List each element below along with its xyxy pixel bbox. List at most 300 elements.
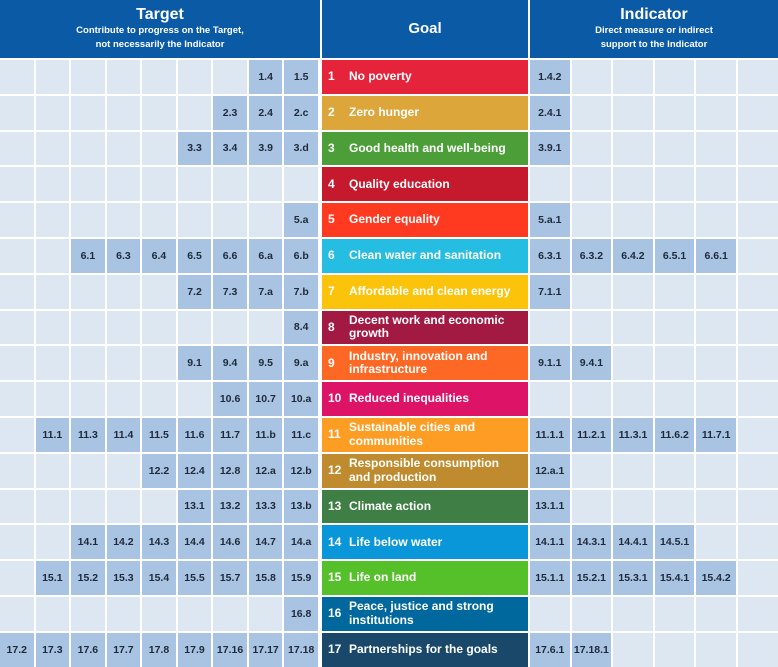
target-cell: 17.2 (0, 633, 34, 667)
target-cell: 5.a (284, 203, 318, 237)
indicator-cell: 2.4.1 (530, 96, 570, 130)
empty-target-cell (36, 490, 70, 524)
empty-indicator-cell (613, 167, 653, 201)
empty-target-cell (249, 203, 283, 237)
empty-indicator-cell (572, 275, 612, 309)
empty-target-cell (0, 132, 34, 166)
empty-indicator-cell (696, 525, 736, 559)
goal-cell (322, 311, 528, 345)
target-cell: 6.5 (178, 239, 212, 273)
indicator-cell: 11.2.1 (572, 418, 612, 452)
empty-indicator-cell (696, 275, 736, 309)
empty-indicator-cell (655, 633, 695, 667)
empty-indicator-cell (572, 454, 612, 488)
target-cell: 11.3 (71, 418, 105, 452)
goal-cell (322, 490, 528, 524)
target-title: Target (136, 6, 184, 23)
empty-indicator-cell (613, 454, 653, 488)
empty-target-cell (36, 454, 70, 488)
empty-indicator-cell (738, 203, 778, 237)
goal-name: Good health and well-being (349, 140, 506, 155)
empty-indicator-cell (738, 490, 778, 524)
empty-target-cell (0, 490, 34, 524)
target-cell: 15.1 (36, 561, 70, 595)
goal-number: 4 (328, 176, 335, 191)
empty-target-cell (249, 597, 283, 631)
goal-name: Gender equality (349, 212, 440, 227)
target-cell: 2.c (284, 96, 318, 130)
indicator-cell: 13.1.1 (530, 490, 570, 524)
empty-indicator-cell (613, 275, 653, 309)
empty-target-cell (71, 132, 105, 166)
target-cell: 15.9 (284, 561, 318, 595)
indicator-cell: 15.4.1 (655, 561, 695, 595)
goal-cell (322, 96, 528, 130)
goal-cell (322, 275, 528, 309)
empty-target-cell (142, 167, 176, 201)
indicator-cell: 15.4.2 (696, 561, 736, 595)
empty-target-cell (71, 167, 105, 201)
goal-number: 14 (328, 534, 342, 549)
empty-target-cell (0, 275, 34, 309)
goal-cell (322, 132, 528, 166)
target-subtitle-line1: Contribute to progress on the Target, (76, 25, 244, 36)
empty-target-cell (0, 96, 34, 130)
target-cell: 14.4 (178, 525, 212, 559)
empty-target-cell (36, 203, 70, 237)
indicator-cell: 11.7.1 (696, 418, 736, 452)
empty-target-cell (0, 239, 34, 273)
target-cell: 11.b (249, 418, 283, 452)
empty-target-cell (0, 167, 34, 201)
goal-name: Clean water and sanitation (349, 248, 502, 263)
goal-number: 12 (328, 462, 342, 477)
target-cell: 9.a (284, 346, 318, 380)
empty-target-cell (249, 311, 283, 345)
empty-indicator-cell (655, 490, 695, 524)
target-cell: 11.5 (142, 418, 176, 452)
target-cell: 17.3 (36, 633, 70, 667)
indicator-cell: 11.1.1 (530, 418, 570, 452)
target-cell: 14.3 (142, 525, 176, 559)
target-cell: 11.1 (36, 418, 70, 452)
goal-name: Reduced inequalities (349, 391, 470, 406)
empty-indicator-cell (655, 132, 695, 166)
indicator-cell: 3.9.1 (530, 132, 570, 166)
target-cell: 15.8 (249, 561, 283, 595)
indicator-cell: 6.6.1 (696, 239, 736, 273)
empty-indicator-cell (655, 311, 695, 345)
empty-target-cell (107, 167, 141, 201)
target-cell: 17.8 (142, 633, 176, 667)
target-header (0, 0, 320, 58)
indicator-cell: 9.4.1 (572, 346, 612, 380)
empty-target-cell (107, 454, 141, 488)
empty-target-cell (71, 382, 105, 416)
empty-target-cell (36, 382, 70, 416)
goal-name: Life below water (349, 534, 443, 549)
goal-name: No poverty (349, 69, 412, 84)
indicator-cell: 14.4.1 (613, 525, 653, 559)
empty-target-cell (213, 60, 247, 94)
empty-target-cell (71, 203, 105, 237)
target-cell: 15.4 (142, 561, 176, 595)
goal-name: Affordable and clean energy (349, 283, 511, 298)
target-subtitle-line2: not necessarily the Indicator (95, 39, 225, 50)
indicator-cell: 14.1.1 (530, 525, 570, 559)
empty-indicator-cell (696, 454, 736, 488)
empty-indicator-cell (738, 60, 778, 94)
empty-indicator-cell (696, 203, 736, 237)
target-cell: 1.4 (249, 60, 283, 94)
indicator-cell: 15.1.1 (530, 561, 570, 595)
indicator-cell: 17.18.1 (572, 633, 612, 667)
empty-indicator-cell (738, 346, 778, 380)
goal-title: Goal (408, 20, 442, 37)
indicator-cell: 14.3.1 (572, 525, 612, 559)
goal-header (322, 0, 528, 58)
empty-target-cell (36, 525, 70, 559)
empty-indicator-cell (738, 525, 778, 559)
target-cell: 3.d (284, 132, 318, 166)
empty-target-cell (36, 311, 70, 345)
indicator-subtitle-line2: support to the Indicator (600, 39, 708, 50)
goal-number: 2 (328, 104, 335, 119)
empty-indicator-cell (696, 311, 736, 345)
empty-target-cell (142, 490, 176, 524)
empty-target-cell (0, 418, 34, 452)
target-cell: 16.8 (284, 597, 318, 631)
goal-number: 6 (328, 248, 335, 263)
goal-name: Sustainable cities and communities (349, 420, 476, 448)
empty-target-cell (36, 60, 70, 94)
goal-cell (322, 60, 528, 94)
target-cell: 14.7 (249, 525, 283, 559)
target-cell: 8.4 (284, 311, 318, 345)
target-cell: 13.b (284, 490, 318, 524)
empty-target-cell (0, 60, 34, 94)
indicator-cell: 1.4.2 (530, 60, 570, 94)
empty-target-cell (36, 346, 70, 380)
empty-target-cell (107, 382, 141, 416)
empty-indicator-cell (655, 346, 695, 380)
indicator-cell: 6.3.2 (572, 239, 612, 273)
target-cell: 3.9 (249, 132, 283, 166)
target-cell: 10.6 (213, 382, 247, 416)
indicator-subtitle-line1: Direct measure or indirect (595, 25, 713, 36)
empty-target-cell (107, 132, 141, 166)
target-cell: 10.7 (249, 382, 283, 416)
empty-indicator-cell (572, 203, 612, 237)
target-cell: 15.5 (178, 561, 212, 595)
goal-number: 7 (328, 283, 335, 298)
target-cell: 9.1 (178, 346, 212, 380)
target-cell: 6.a (249, 239, 283, 273)
indicator-cell: 11.6.2 (655, 418, 695, 452)
goal-cell (322, 561, 528, 595)
goal-number: 15 (328, 570, 342, 585)
empty-indicator-cell (572, 167, 612, 201)
indicator-cell: 15.3.1 (613, 561, 653, 595)
indicator-cell: 9.1.1 (530, 346, 570, 380)
target-cell: 9.4 (213, 346, 247, 380)
empty-target-cell (71, 60, 105, 94)
empty-target-cell (107, 275, 141, 309)
empty-target-cell (142, 203, 176, 237)
empty-target-cell (36, 275, 70, 309)
goal-name: Zero hunger (349, 104, 420, 119)
target-cell: 17.17 (249, 633, 283, 667)
empty-indicator-cell (738, 132, 778, 166)
goal-cell (322, 418, 528, 452)
empty-target-cell (36, 167, 70, 201)
goal-number: 8 (328, 319, 335, 334)
empty-target-cell (36, 132, 70, 166)
empty-indicator-cell (530, 311, 570, 345)
empty-target-cell (178, 382, 212, 416)
indicator-cell: 7.1.1 (530, 275, 570, 309)
target-cell: 12.b (284, 454, 318, 488)
goal-cell (322, 382, 528, 416)
empty-target-cell (284, 167, 318, 201)
target-cell: 11.c (284, 418, 318, 452)
empty-target-cell (71, 490, 105, 524)
target-cell: 13.1 (178, 490, 212, 524)
empty-target-cell (36, 597, 70, 631)
target-cell: 12.2 (142, 454, 176, 488)
goal-name: Quality education (349, 176, 450, 191)
empty-target-cell (107, 346, 141, 380)
goal-cell (322, 633, 528, 667)
empty-target-cell (178, 96, 212, 130)
target-cell: 14.6 (213, 525, 247, 559)
goal-name: Industry, innovation and infrastructure (349, 348, 488, 377)
empty-indicator-cell (572, 60, 612, 94)
indicator-cell: 17.6.1 (530, 633, 570, 667)
goal-cell (322, 239, 528, 273)
empty-target-cell (142, 346, 176, 380)
empty-indicator-cell (696, 96, 736, 130)
target-cell: 11.7 (213, 418, 247, 452)
empty-indicator-cell (655, 96, 695, 130)
goal-name: Climate action (349, 498, 432, 513)
goal-number: 9 (328, 355, 335, 370)
target-cell: 6.6 (213, 239, 247, 273)
empty-target-cell (142, 311, 176, 345)
empty-target-cell (142, 597, 176, 631)
empty-indicator-cell (696, 490, 736, 524)
empty-target-cell (213, 203, 247, 237)
target-cell: 14.1 (71, 525, 105, 559)
empty-indicator-cell (738, 418, 778, 452)
empty-target-cell (178, 311, 212, 345)
empty-target-cell (142, 132, 176, 166)
target-cell: 6.1 (71, 239, 105, 273)
goal-name: Decent work and economic growth (349, 312, 505, 341)
empty-target-cell (0, 311, 34, 345)
empty-indicator-cell (613, 60, 653, 94)
empty-target-cell (0, 597, 34, 631)
empty-indicator-cell (655, 275, 695, 309)
goal-cell (322, 203, 528, 237)
empty-indicator-cell (530, 167, 570, 201)
empty-indicator-cell (572, 311, 612, 345)
empty-indicator-cell (738, 275, 778, 309)
empty-indicator-cell (655, 597, 695, 631)
empty-target-cell (213, 597, 247, 631)
empty-indicator-cell (613, 382, 653, 416)
target-cell: 9.5 (249, 346, 283, 380)
empty-indicator-cell (696, 597, 736, 631)
goal-number: 11 (328, 427, 341, 442)
empty-target-cell (107, 490, 141, 524)
empty-indicator-cell (613, 311, 653, 345)
goal-number: 5 (328, 212, 335, 227)
target-cell: 12.8 (213, 454, 247, 488)
goal-cell (322, 167, 528, 201)
goal-number: 10 (328, 391, 342, 406)
target-cell: 15.3 (107, 561, 141, 595)
goal-name: Peace, justice and strong institutions (349, 599, 494, 627)
empty-indicator-cell (696, 167, 736, 201)
goal-name: Partnerships for the goals (349, 641, 498, 656)
indicator-cell: 11.3.1 (613, 418, 653, 452)
empty-target-cell (142, 382, 176, 416)
empty-target-cell (107, 311, 141, 345)
empty-indicator-cell (696, 633, 736, 667)
target-cell: 17.6 (71, 633, 105, 667)
goal-cell (322, 454, 528, 488)
empty-indicator-cell (655, 203, 695, 237)
empty-target-cell (178, 597, 212, 631)
empty-indicator-cell (613, 346, 653, 380)
empty-target-cell (71, 311, 105, 345)
target-cell: 10.a (284, 382, 318, 416)
target-cell: 7.a (249, 275, 283, 309)
indicator-cell: 6.4.2 (613, 239, 653, 273)
indicator-header (530, 0, 778, 58)
empty-target-cell (107, 597, 141, 631)
empty-target-cell (107, 96, 141, 130)
goal-cell (322, 597, 528, 631)
empty-target-cell (0, 382, 34, 416)
empty-indicator-cell (696, 60, 736, 94)
empty-target-cell (0, 454, 34, 488)
empty-target-cell (0, 561, 34, 595)
empty-target-cell (142, 96, 176, 130)
empty-indicator-cell (613, 633, 653, 667)
empty-target-cell (142, 60, 176, 94)
empty-target-cell (36, 96, 70, 130)
target-cell: 15.2 (71, 561, 105, 595)
empty-target-cell (71, 275, 105, 309)
goal-number: 16 (328, 606, 342, 621)
empty-indicator-cell (613, 203, 653, 237)
empty-indicator-cell (572, 96, 612, 130)
target-cell: 14.2 (107, 525, 141, 559)
goal-number: 3 (328, 140, 335, 155)
empty-indicator-cell (530, 382, 570, 416)
target-cell: 17.16 (213, 633, 247, 667)
target-cell: 14.a (284, 525, 318, 559)
empty-indicator-cell (738, 96, 778, 130)
empty-target-cell (178, 203, 212, 237)
goal-name: Responsible consumption and production (349, 456, 500, 484)
empty-indicator-cell (655, 382, 695, 416)
target-cell: 15.7 (213, 561, 247, 595)
target-cell: 12.4 (178, 454, 212, 488)
target-cell: 2.3 (213, 96, 247, 130)
goal-number: 1 (328, 69, 335, 84)
empty-target-cell (71, 597, 105, 631)
empty-indicator-cell (738, 454, 778, 488)
empty-target-cell (0, 525, 34, 559)
indicator-cell: 6.5.1 (655, 239, 695, 273)
indicator-cell: 12.a.1 (530, 454, 570, 488)
empty-target-cell (178, 167, 212, 201)
target-cell: 3.3 (178, 132, 212, 166)
target-cell: 7.3 (213, 275, 247, 309)
empty-target-cell (107, 60, 141, 94)
empty-indicator-cell (613, 490, 653, 524)
empty-indicator-cell (530, 597, 570, 631)
empty-indicator-cell (696, 346, 736, 380)
empty-indicator-cell (696, 382, 736, 416)
empty-indicator-cell (572, 382, 612, 416)
target-cell: 17.9 (178, 633, 212, 667)
target-cell: 7.b (284, 275, 318, 309)
indicator-title: Indicator (620, 6, 688, 23)
empty-indicator-cell (655, 167, 695, 201)
empty-target-cell (36, 239, 70, 273)
empty-indicator-cell (572, 132, 612, 166)
target-cell: 6.b (284, 239, 318, 273)
empty-indicator-cell (738, 167, 778, 201)
empty-target-cell (178, 60, 212, 94)
empty-indicator-cell (738, 633, 778, 667)
empty-target-cell (71, 454, 105, 488)
target-cell: 12.a (249, 454, 283, 488)
target-cell: 11.6 (178, 418, 212, 452)
empty-indicator-cell (738, 239, 778, 273)
target-cell: 1.5 (284, 60, 318, 94)
indicator-cell: 15.2.1 (572, 561, 612, 595)
empty-target-cell (249, 167, 283, 201)
target-cell: 3.4 (213, 132, 247, 166)
target-cell: 11.4 (107, 418, 141, 452)
empty-indicator-cell (572, 490, 612, 524)
empty-indicator-cell (696, 132, 736, 166)
empty-target-cell (213, 167, 247, 201)
empty-target-cell (142, 275, 176, 309)
empty-indicator-cell (613, 96, 653, 130)
empty-indicator-cell (738, 382, 778, 416)
empty-indicator-cell (738, 597, 778, 631)
target-cell: 17.18 (284, 633, 318, 667)
empty-indicator-cell (655, 454, 695, 488)
empty-indicator-cell (655, 60, 695, 94)
target-cell: 6.4 (142, 239, 176, 273)
goal-cell (322, 525, 528, 559)
empty-target-cell (107, 203, 141, 237)
empty-indicator-cell (613, 597, 653, 631)
goal-name: Life on land (349, 570, 417, 585)
goal-number: 17 (328, 641, 342, 656)
indicator-cell: 5.a.1 (530, 203, 570, 237)
empty-indicator-cell (572, 597, 612, 631)
target-cell: 13.3 (249, 490, 283, 524)
target-cell: 6.3 (107, 239, 141, 273)
